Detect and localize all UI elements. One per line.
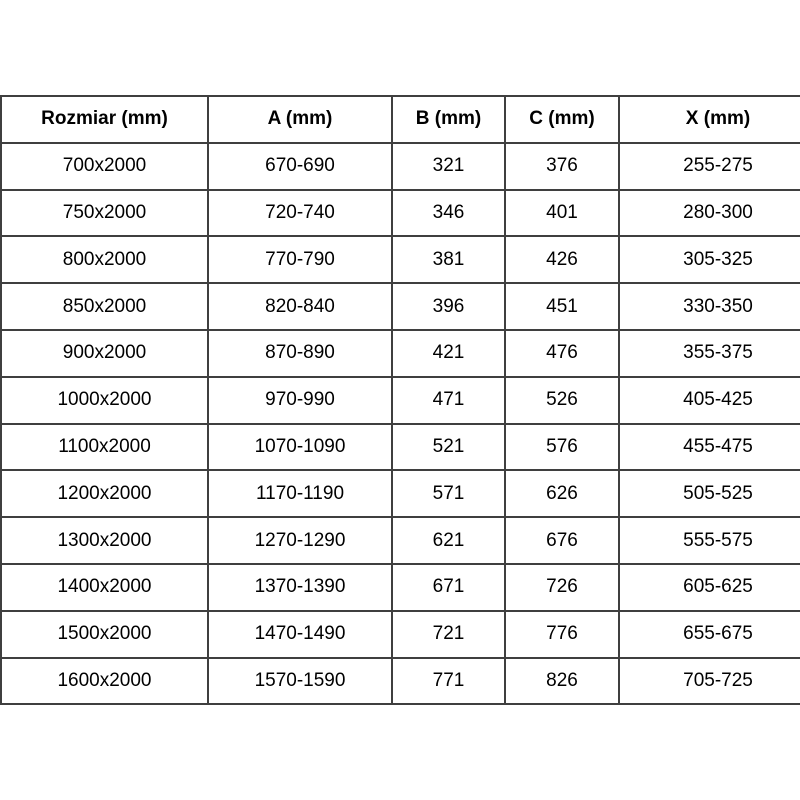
table-cell: 750x2000 bbox=[1, 190, 208, 237]
table-row bbox=[1, 330, 800, 377]
table-cell: 421 bbox=[392, 330, 505, 377]
table-cell: 401 bbox=[505, 190, 619, 237]
table-cell: 355-375 bbox=[619, 330, 800, 377]
table-cell: 576 bbox=[505, 424, 619, 471]
table-row bbox=[1, 658, 800, 705]
table-cell: 970-990 bbox=[208, 377, 392, 424]
table-row bbox=[1, 470, 800, 517]
table-cell: 346 bbox=[392, 190, 505, 237]
table-cell: 1170-1190 bbox=[208, 470, 392, 517]
table-cell: 505-525 bbox=[619, 470, 800, 517]
column-header-c: C (mm) bbox=[505, 96, 619, 143]
table-body bbox=[1, 143, 800, 705]
table-cell: 676 bbox=[505, 517, 619, 564]
table-cell: 1000x2000 bbox=[1, 377, 208, 424]
table-header bbox=[1, 96, 800, 143]
table-cell: 655-675 bbox=[619, 611, 800, 658]
column-header-b: B (mm) bbox=[392, 96, 505, 143]
table-cell: 721 bbox=[392, 611, 505, 658]
table-cell: 870-890 bbox=[208, 330, 392, 377]
table-cell: 1570-1590 bbox=[208, 658, 392, 705]
table-row bbox=[1, 236, 800, 283]
table-cell: 1500x2000 bbox=[1, 611, 208, 658]
table-cell: 626 bbox=[505, 470, 619, 517]
table-cell: 471 bbox=[392, 377, 505, 424]
size-spec-table bbox=[0, 95, 800, 705]
table-row bbox=[1, 424, 800, 471]
table-cell: 770-790 bbox=[208, 236, 392, 283]
table-cell: 820-840 bbox=[208, 283, 392, 330]
table-cell: 280-300 bbox=[619, 190, 800, 237]
table-cell: 1200x2000 bbox=[1, 470, 208, 517]
table-cell: 451 bbox=[505, 283, 619, 330]
table-row bbox=[1, 190, 800, 237]
size-spec-table-container bbox=[0, 95, 800, 705]
table-cell: 396 bbox=[392, 283, 505, 330]
table-cell: 526 bbox=[505, 377, 619, 424]
table-cell: 426 bbox=[505, 236, 619, 283]
table-cell: 455-475 bbox=[619, 424, 800, 471]
table-cell: 1300x2000 bbox=[1, 517, 208, 564]
table-cell: 1600x2000 bbox=[1, 658, 208, 705]
table-header-row bbox=[1, 96, 800, 143]
table-cell: 700x2000 bbox=[1, 143, 208, 190]
table-cell: 720-740 bbox=[208, 190, 392, 237]
table-cell: 381 bbox=[392, 236, 505, 283]
table-cell: 330-350 bbox=[619, 283, 800, 330]
table-cell: 826 bbox=[505, 658, 619, 705]
table-row bbox=[1, 143, 800, 190]
table-cell: 621 bbox=[392, 517, 505, 564]
table-row bbox=[1, 377, 800, 424]
table-cell: 1070-1090 bbox=[208, 424, 392, 471]
table-cell: 555-575 bbox=[619, 517, 800, 564]
table-cell: 571 bbox=[392, 470, 505, 517]
table-cell: 605-625 bbox=[619, 564, 800, 611]
table-row bbox=[1, 564, 800, 611]
table-cell: 800x2000 bbox=[1, 236, 208, 283]
table-cell: 850x2000 bbox=[1, 283, 208, 330]
column-header-a: A (mm) bbox=[208, 96, 392, 143]
table-row bbox=[1, 611, 800, 658]
table-cell: 900x2000 bbox=[1, 330, 208, 377]
table-cell: 376 bbox=[505, 143, 619, 190]
table-cell: 521 bbox=[392, 424, 505, 471]
table-cell: 1470-1490 bbox=[208, 611, 392, 658]
table-cell: 305-325 bbox=[619, 236, 800, 283]
table-cell: 1100x2000 bbox=[1, 424, 208, 471]
table-cell: 771 bbox=[392, 658, 505, 705]
table-cell: 321 bbox=[392, 143, 505, 190]
column-header-x: X (mm) bbox=[619, 96, 800, 143]
table-cell: 705-725 bbox=[619, 658, 800, 705]
table-cell: 671 bbox=[392, 564, 505, 611]
table-cell: 1370-1390 bbox=[208, 564, 392, 611]
column-header-rozmiar: Rozmiar (mm) bbox=[1, 96, 208, 143]
table-cell: 476 bbox=[505, 330, 619, 377]
table-cell: 776 bbox=[505, 611, 619, 658]
table-row bbox=[1, 283, 800, 330]
table-cell: 1270-1290 bbox=[208, 517, 392, 564]
table-cell: 405-425 bbox=[619, 377, 800, 424]
table-cell: 726 bbox=[505, 564, 619, 611]
table-cell: 1400x2000 bbox=[1, 564, 208, 611]
table-cell: 670-690 bbox=[208, 143, 392, 190]
table-cell: 255-275 bbox=[619, 143, 800, 190]
table-row bbox=[1, 517, 800, 564]
